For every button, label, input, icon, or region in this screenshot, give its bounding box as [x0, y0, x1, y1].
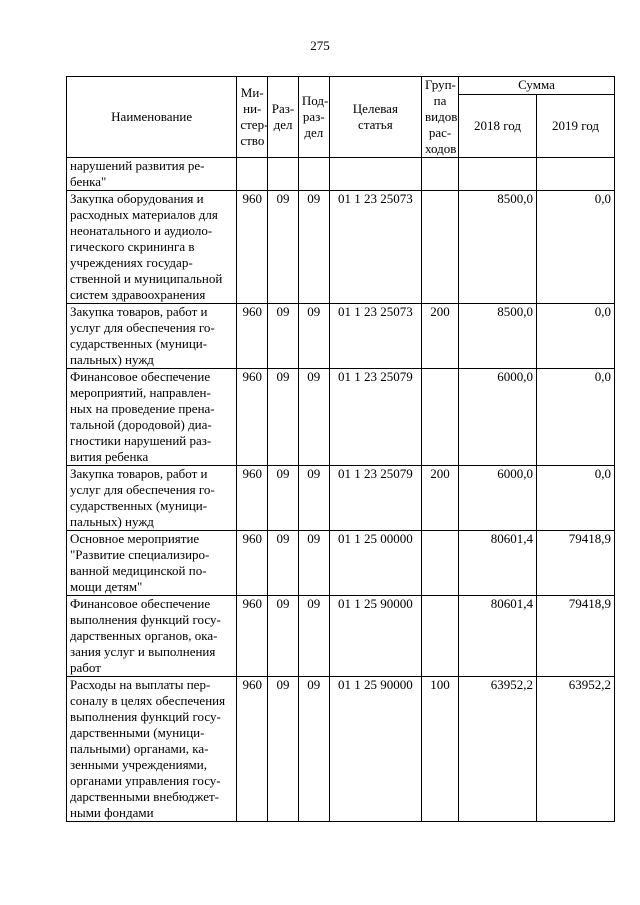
cell-sum-2019: 79418,9 — [536, 596, 614, 677]
table-row — [67, 677, 615, 822]
cell-name: нарушений развития ре- бенка" — [67, 158, 237, 191]
cell-name: Основное мероприятие "Развитие специализиро- ванной медицинской по- мощи детям" — [67, 531, 237, 596]
cell-name: Закупка оборудования и расходных материалов для неонатального и аудиоло- гического скрининга в учреждениях государ- ственной и муниципальной систем здравоохранения — [67, 191, 237, 304]
cell-sum-2019: 0,0 — [536, 304, 614, 369]
header-year-2018: 2018 год — [458, 94, 536, 157]
cell-subsection — [298, 158, 329, 191]
cell-ministry: 960 — [237, 596, 268, 677]
cell-expense-group — [422, 191, 459, 304]
table-row — [67, 369, 615, 466]
cell-ministry: 960 — [237, 191, 268, 304]
cell-section: 09 — [268, 369, 299, 466]
cell-sum-2019: 0,0 — [536, 466, 614, 531]
cell-ministry — [237, 158, 268, 191]
cell-target-article: 01 1 25 90000 — [329, 677, 421, 822]
cell-subsection: 09 — [298, 531, 329, 596]
header-target-article: Целевая статья — [329, 77, 421, 158]
cell-sum-2018: 80601,4 — [458, 531, 536, 596]
cell-sum-2018: 63952,2 — [458, 677, 536, 822]
header-year-2019: 2019 год — [536, 94, 614, 157]
table-header — [67, 77, 615, 158]
cell-expense-group — [422, 531, 459, 596]
cell-sum-2018: 80601,4 — [458, 596, 536, 677]
cell-expense-group: 200 — [422, 304, 459, 369]
cell-subsection: 09 — [298, 466, 329, 531]
cell-target-article: 01 1 23 25073 — [329, 191, 421, 304]
cell-sum-2019: 63952,2 — [536, 677, 614, 822]
cell-name: Расходы на выплаты пер- соналу в целях обеспечения выполнения функций госу- дарственными (муници- пальными) органами, ка- зенными учреждениями, органами управления госу- дарственными внебюджет- ными фондами — [67, 677, 237, 822]
cell-target-article: 01 1 23 25073 — [329, 304, 421, 369]
header-section: Раз- дел — [268, 77, 299, 158]
cell-sum-2019: 79418,9 — [536, 531, 614, 596]
header-ministry: Ми- ни- стер- ство — [237, 77, 268, 158]
cell-target-article — [329, 158, 421, 191]
cell-sum-2018: 8500,0 — [458, 191, 536, 304]
cell-subsection: 09 — [298, 191, 329, 304]
table-row — [67, 466, 615, 531]
cell-expense-group — [422, 158, 459, 191]
header-subsection: Под- раз- дел — [298, 77, 329, 158]
cell-section: 09 — [268, 191, 299, 304]
cell-target-article: 01 1 23 25079 — [329, 369, 421, 466]
cell-name: Закупка товаров, работ и услуг для обеспечения го- сударственных (муници- пальных) нужд — [67, 466, 237, 531]
cell-subsection: 09 — [298, 677, 329, 822]
cell-name: Финансовое обеспечение выполнения функций госу- дарственных органов, ока- зания услуг и выполнения работ — [67, 596, 237, 677]
cell-sum-2018: 6000,0 — [458, 369, 536, 466]
cell-sum-2018: 8500,0 — [458, 304, 536, 369]
cell-section: 09 — [268, 304, 299, 369]
cell-ministry: 960 — [237, 531, 268, 596]
cell-ministry: 960 — [237, 677, 268, 822]
cell-ministry: 960 — [237, 466, 268, 531]
page-number: 275 — [310, 38, 330, 53]
cell-target-article: 01 1 25 00000 — [329, 531, 421, 596]
table-row — [67, 158, 615, 191]
table-row — [67, 191, 615, 304]
table-row — [67, 304, 615, 369]
cell-expense-group: 200 — [422, 466, 459, 531]
cell-section: 09 — [268, 596, 299, 677]
cell-ministry: 960 — [237, 369, 268, 466]
table-row — [67, 596, 615, 677]
header-sum: Сумма — [458, 77, 614, 95]
cell-name: Финансовое обеспечение мероприятий, направлен- ных на проведение прена- тальной (дородовой) диа- гностики нарушений раз- вития ребенка — [67, 369, 237, 466]
cell-expense-group — [422, 596, 459, 677]
cell-subsection: 09 — [298, 304, 329, 369]
table-body — [67, 158, 615, 822]
header-expense-group: Груп- па видов рас- ходов — [422, 77, 459, 158]
header-name: Наименование — [67, 77, 237, 158]
table-row — [67, 531, 615, 596]
cell-sum-2018 — [458, 158, 536, 191]
cell-section: 09 — [268, 466, 299, 531]
cell-subsection: 09 — [298, 596, 329, 677]
cell-ministry: 960 — [237, 304, 268, 369]
cell-sum-2019 — [536, 158, 614, 191]
cell-section: 09 — [268, 531, 299, 596]
cell-sum-2018: 6000,0 — [458, 466, 536, 531]
cell-sum-2019: 0,0 — [536, 191, 614, 304]
cell-target-article: 01 1 25 90000 — [329, 596, 421, 677]
cell-section — [268, 158, 299, 191]
cell-expense-group — [422, 369, 459, 466]
budget-table — [66, 76, 615, 822]
cell-target-article: 01 1 23 25079 — [329, 466, 421, 531]
cell-expense-group: 100 — [422, 677, 459, 822]
cell-section: 09 — [268, 677, 299, 822]
cell-name: Закупка товаров, работ и услуг для обеспечения го- сударственных (муници- пальных) нужд — [67, 304, 237, 369]
cell-sum-2019: 0,0 — [536, 369, 614, 466]
cell-subsection: 09 — [298, 369, 329, 466]
